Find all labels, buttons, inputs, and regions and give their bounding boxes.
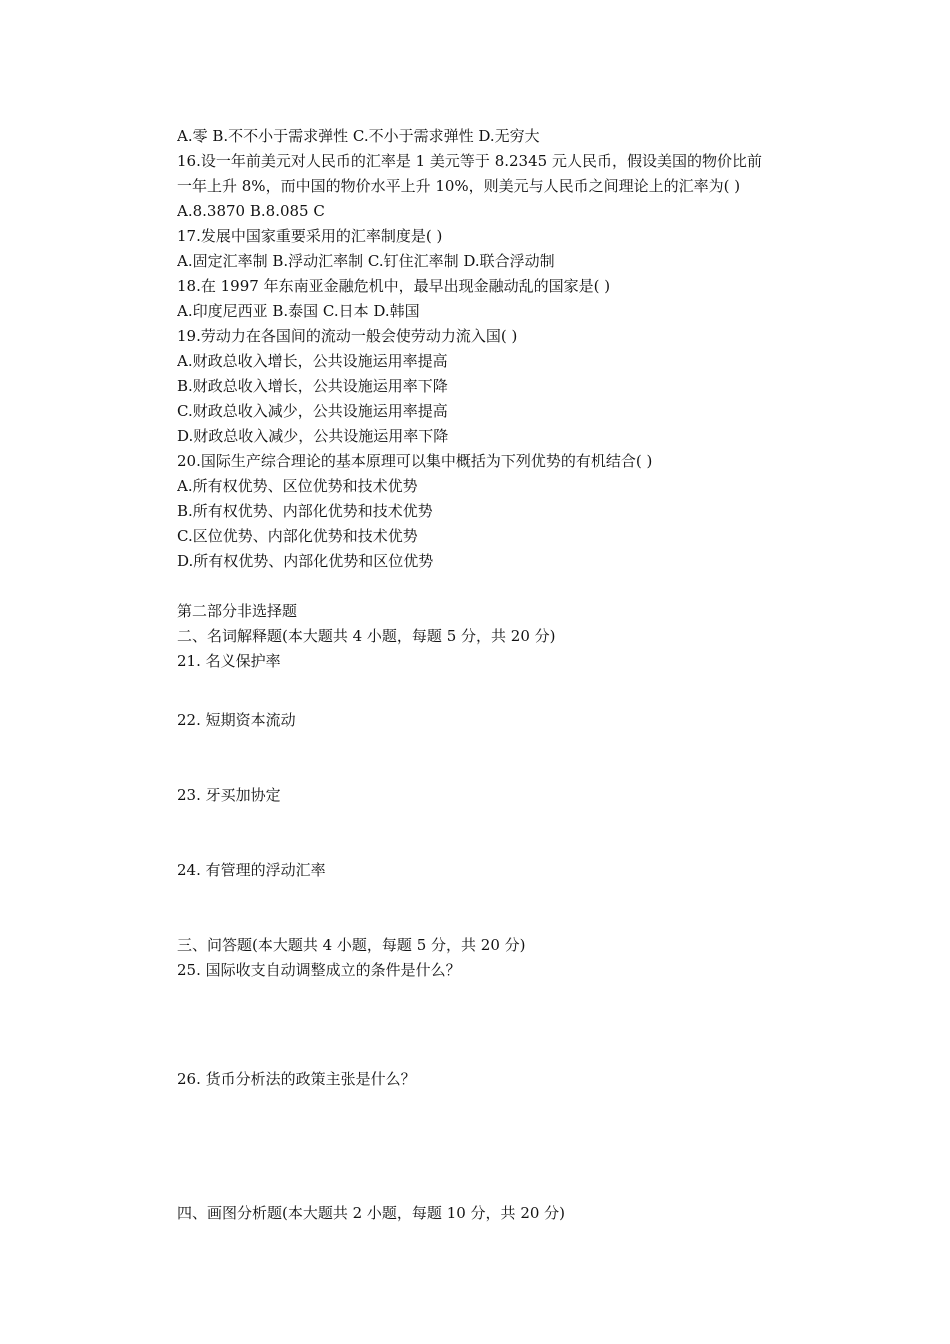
q17-question: 17.发展中国家重要采用的汇率制度是( ) [177, 227, 443, 245]
q16-question-line1: 16.设一年前美元对人民币的汇率是 1 美元等于 8.2345 元人民币，假设美国的物价比前 [177, 152, 762, 170]
q19-option-a: A.财政总收入增长，公共设施运用率提高 [177, 352, 448, 370]
spacer [177, 574, 837, 599]
document-page [177, 124, 837, 1226]
q20-question: 20.国际生产综合理论的基本原理可以集中概括为下列优势的有机结合( ) [177, 452, 653, 470]
q17-options: A.固定汇率制 B.浮动汇率制 C.钉住汇率制 D.联合浮动制 [177, 252, 555, 270]
q18-options: A.印度尼西亚 B.泰国 C.日本 D.韩国 [177, 302, 420, 320]
q20-option-a: A.所有权优势、区位优势和技术优势 [177, 477, 418, 495]
q19-option-d: D.财政总收入减少，公共设施运用率下降 [177, 427, 449, 445]
section-three-heading: 三、问答题(本大题共 4 小题，每题 5 分，共 20 分) [177, 936, 526, 954]
answer-space [177, 983, 837, 1067]
q20-option-c: C.区位优势、内部化优势和技术优势 [177, 527, 418, 545]
q19-question: 19.劳动力在各国间的流动一般会使劳动力流入国( ) [177, 327, 518, 345]
q21-term: 21. 名义保护率 [177, 652, 281, 670]
answer-space [177, 808, 837, 858]
q16-options: A.8.3870 B.8.085 C [177, 202, 325, 220]
q23-term: 23. 牙买加协定 [177, 786, 281, 804]
q22-term: 22. 短期资本流动 [177, 711, 296, 729]
q26-question: 26. 货币分析法的政策主张是什么？ [177, 1070, 416, 1088]
answer-space [177, 1092, 837, 1201]
answer-space [177, 733, 837, 783]
q20-option-d: D.所有权优势、内部化优势和区位优势 [177, 552, 434, 570]
q15-options: A.零 B.不不小于需求弹性 C.不小于需求弹性 D.无穷大 [177, 127, 540, 145]
section-four-heading: 四、画图分析题(本大题共 2 小题，每题 10 分，共 20 分) [177, 1204, 566, 1222]
q18-question: 18.在 1997 年东南亚金融危机中，最早出现金融动乱的国家是( ) [177, 277, 611, 295]
q16-question-line2: 一年上升 8%，而中国的物价水平上升 10%，则美元与人民币之间理论上的汇率为( ) [177, 177, 741, 195]
q24-term: 24. 有管理的浮动汇率 [177, 861, 326, 879]
q19-option-b: B.财政总收入增长，公共设施运用率下降 [177, 377, 448, 395]
q25-question: 25. 国际收支自动调整成立的条件是什么？ [177, 961, 461, 979]
q20-option-b: B.所有权优势、内部化优势和技术优势 [177, 502, 433, 520]
answer-space [177, 674, 837, 708]
answer-space [177, 883, 837, 933]
section-two-heading: 二、名词解释题(本大题共 4 小题，每题 5 分，共 20 分) [177, 627, 556, 645]
part-two-heading: 第二部分非选择题 [177, 602, 298, 620]
q19-option-c: C.财政总收入减少，公共设施运用率提高 [177, 402, 448, 420]
